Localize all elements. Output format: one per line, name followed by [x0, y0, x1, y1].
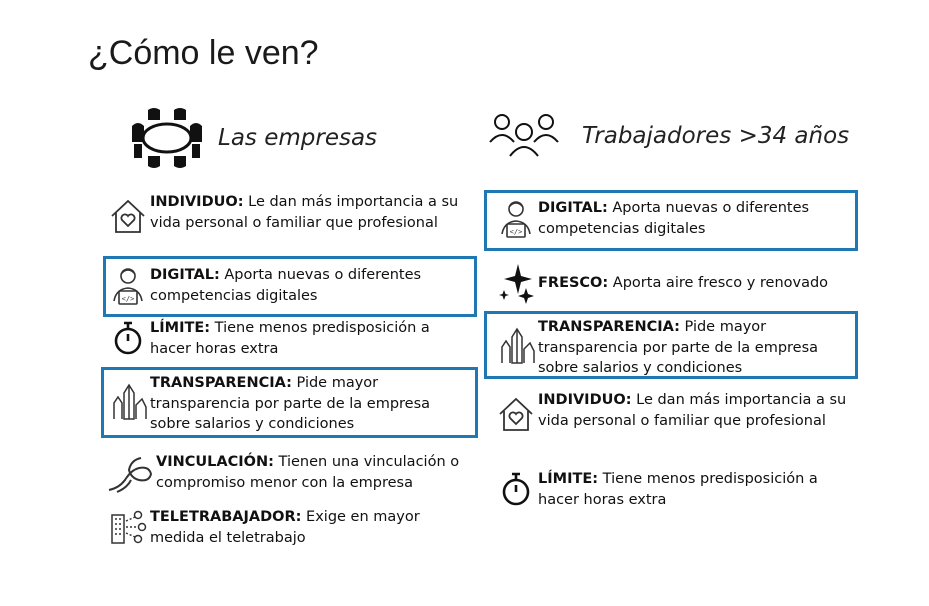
developer-icon	[494, 198, 538, 240]
home-heart-icon	[106, 192, 150, 234]
item-text: Aporta nuevas o diferentes competencias digitales	[150, 267, 422, 304]
item-text: Aporta aire fresco y renovado	[608, 275, 829, 291]
item-label: TRANSPARENCIA:	[538, 319, 680, 335]
item-label: DIGITAL:	[150, 267, 220, 283]
item-label: INDIVIDUO:	[150, 194, 244, 210]
stopwatch-icon	[106, 318, 150, 356]
list-item	[106, 452, 480, 494]
home-heart-icon	[494, 390, 538, 432]
item-label: INDIVIDUO:	[538, 392, 632, 408]
remote-building-icon	[106, 507, 150, 545]
crystals-icon	[494, 317, 538, 365]
item-label: TELETRABAJADOR:	[150, 509, 302, 525]
item-label: FRESCO:	[538, 275, 609, 291]
list-item	[106, 265, 476, 307]
right-column-heading	[488, 112, 849, 160]
list-item	[106, 507, 476, 548]
item-text: Exige en mayor medida el teletrabajo	[150, 509, 420, 546]
list-item	[106, 192, 476, 234]
developer-icon	[106, 265, 150, 307]
item-label: VINCULACIÓN:	[156, 454, 274, 470]
item-text: Le dan más importancia a su vida personal o familiar que profesional	[538, 392, 847, 429]
sparkle-icon	[494, 262, 538, 304]
item-label: LÍMITE:	[538, 471, 599, 487]
list-item	[494, 262, 854, 304]
item-label: DIGITAL:	[538, 200, 608, 216]
item-text: Pide mayor transparencia por parte de la empresa sobre salarios y condiciones	[150, 375, 431, 432]
item-text: Tiene menos predisposición a hacer horas extra	[150, 320, 430, 357]
list-item	[494, 317, 854, 379]
svg-text:</>: </>	[509, 228, 523, 236]
list-item	[494, 469, 854, 510]
item-text: Pide mayor transparencia por parte de la empresa sobre salarios y condiciones	[538, 319, 819, 376]
crystals-icon	[106, 373, 150, 421]
page-title: ¿Cómo le ven?	[88, 34, 319, 72]
list-item	[106, 373, 476, 435]
list-item	[106, 318, 476, 359]
knot-icon	[106, 452, 156, 494]
item-text: Aporta nuevas o diferentes competencias digitales	[538, 200, 810, 237]
item-label: TRANSPARENCIA:	[150, 375, 292, 391]
item-text: Tienen una vinculación o compromiso menor con la empresa	[156, 454, 460, 491]
right-heading-label: Trabajadores >34 años	[582, 123, 850, 149]
item-text: Le dan más importancia a su vida personal o familiar que profesional	[150, 194, 459, 231]
stopwatch-icon	[494, 469, 538, 507]
item-text: Tiene menos predisposición a hacer horas extra	[538, 471, 818, 508]
left-column-heading	[128, 108, 377, 168]
item-label: LÍMITE:	[150, 320, 211, 336]
list-item	[494, 390, 854, 432]
meeting-table-icon	[128, 108, 206, 168]
group-people-icon	[488, 112, 560, 160]
svg-text:</>: </>	[121, 295, 135, 303]
list-item	[494, 198, 854, 240]
left-heading-label: Las empresas	[218, 125, 378, 151]
